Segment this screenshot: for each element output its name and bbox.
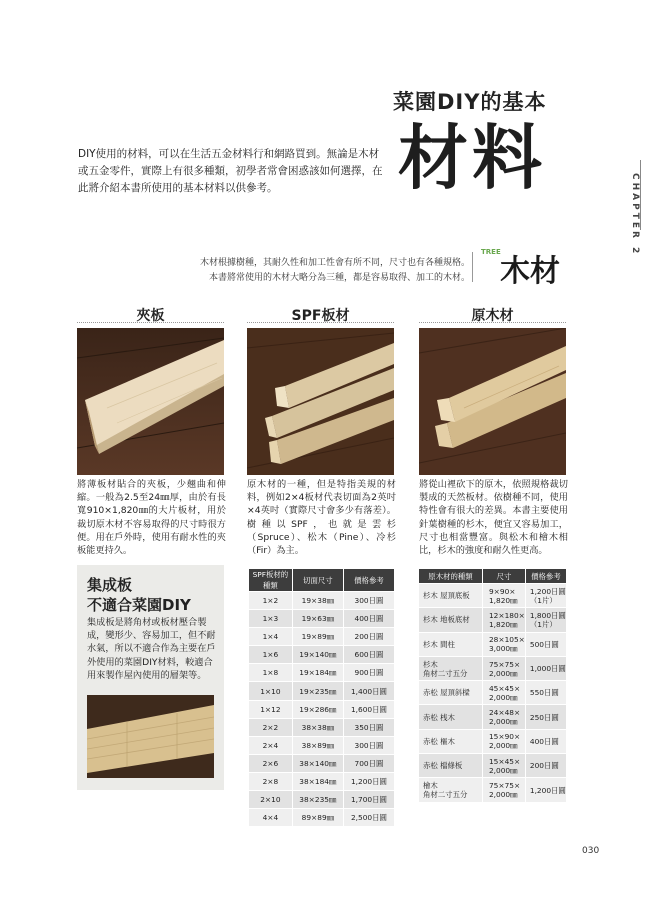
- spf-description: 原木材的一種，但是特指美規的材料，例如2×4板材代表切面為2英吋×4英吋（實際尺寸會多少有落差）。樹種以SPF，也就是雲杉（Spruce）、松木（Pine）、冷杉（Fir）為主。: [247, 479, 396, 557]
- spf-price-cell: 2,500日圓: [343, 809, 394, 827]
- lumber-type-cell: 赤松 樞木: [419, 729, 483, 753]
- lumber-photo: [419, 328, 566, 475]
- spf-price-cell: 600日圓: [343, 646, 394, 664]
- lumber-price-cell: 1,800日圓 （1片）: [525, 608, 566, 632]
- spf-table-header-price: 價格參考: [343, 569, 394, 592]
- spf-size-cell: 19×184㎜: [292, 664, 343, 682]
- spf-size-cell: 19×235㎜: [292, 682, 343, 700]
- tree-tag: TREE: [481, 248, 501, 256]
- spf-size-cell: 38×89㎜: [292, 736, 343, 754]
- lumber-size-cell: 75×75× 2,000㎜: [482, 778, 525, 802]
- spf-price-cell: 700日圓: [343, 754, 394, 772]
- spf-type-cell: 2×6: [249, 754, 293, 772]
- plywood-heading-rule: [77, 322, 224, 323]
- intro-paragraph: DIY使用的材料，可以在生活五金材料行和網路買到。無論是木材或五金零件，實際上有很多種類，初學者常會困惑該如何選擇，在此將介紹本書所使用的基本材料以供參考。: [78, 148, 383, 194]
- spf-size-cell: 19×38㎜: [292, 592, 343, 610]
- table-row: [249, 772, 395, 790]
- glulam-note-title-line-2: 不適合菜園DIY: [87, 596, 191, 614]
- spf-price-cell: 1,200日圓: [343, 772, 394, 790]
- wood-intro-line-1: 木材根據樹種，其耐久性和加工性會有所不同，尺寸也有各種規格。: [199, 258, 470, 268]
- spf-price-cell: 900日圓: [343, 664, 394, 682]
- lumber-type-cell: 杉木 地板底材: [419, 608, 483, 632]
- table-row: [419, 754, 567, 778]
- wood-intro-line-2: 本書將常使用的木材大略分為三種，都是容易取得、加工的木材。: [208, 273, 470, 283]
- spf-price-cell: 200日圓: [343, 628, 394, 646]
- spf-heading: SPF板材: [291, 308, 350, 324]
- table-row: [419, 632, 567, 656]
- lumber-size-cell: 45×45× 2,000㎜: [482, 681, 525, 705]
- lumber-price-cell: 1,200日圓 （1片）: [525, 584, 566, 608]
- lumber-price-cell: 400日圓: [525, 729, 566, 753]
- lumber-table-header-size: 尺寸: [482, 569, 525, 584]
- spf-type-cell: 1×4: [249, 628, 293, 646]
- spf-table-header: [249, 569, 395, 592]
- plywood-heading: 夾板: [136, 308, 165, 324]
- chapter-divider: [640, 160, 641, 230]
- spf-price-cell: 1,600日圓: [343, 700, 394, 718]
- spf-photo: [247, 328, 394, 475]
- table-row: [249, 682, 395, 700]
- table-row: [249, 718, 395, 736]
- lumber-size-cell: 12×180× 1,820㎜: [482, 608, 525, 632]
- lumber-size-cell: 9×90× 1,820㎜: [482, 584, 525, 608]
- lumber-size-cell: 15×45× 2,000㎜: [482, 754, 525, 778]
- spf-type-cell: 2×2: [249, 718, 293, 736]
- table-row: [249, 610, 395, 628]
- glulam-note-title-line-1: 集成板: [87, 576, 133, 594]
- lumber-heading-rule: [419, 322, 566, 323]
- table-row: [249, 646, 395, 664]
- spf-table-header-type: SPF板材的種類: [249, 569, 293, 592]
- lumber-size-cell: 75×75× 2,000㎜: [482, 656, 525, 680]
- spf-price-cell: 1,400日圓: [343, 682, 394, 700]
- lumber-size-cell: 24×48× 2,000㎜: [482, 705, 525, 729]
- spf-type-cell: 4×4: [249, 809, 293, 827]
- lumber-price-cell: 250日圓: [525, 705, 566, 729]
- lumber-price-cell: 1,200日圓: [525, 778, 566, 802]
- lumber-description: 將從山裡砍下的原木，依照規格裁切製成的天然板材。依樹種不同，使用特性會有很大的差異。本書主要使用針葉樹種的杉木，便宜又容易加工，尺寸也相當豐富。與松木和檜木相比，杉木的強度和耐久性更高。: [419, 479, 568, 557]
- spf-size-cell: 38×140㎜: [292, 754, 343, 772]
- spf-price-cell: 350日圓: [343, 718, 394, 736]
- spf-heading-rule: [247, 322, 394, 323]
- lumber-price-cell: 550日圓: [525, 681, 566, 705]
- spf-price-cell: 400日圓: [343, 610, 394, 628]
- lumber-price-cell: 1,000日圓: [525, 656, 566, 680]
- table-row: [419, 656, 567, 680]
- lumber-size-cell: 15×90× 2,000㎜: [482, 729, 525, 753]
- spf-price-table: [248, 568, 395, 827]
- spf-type-cell: 2×8: [249, 772, 293, 790]
- lumber-price-cell: 500日圓: [525, 632, 566, 656]
- spf-type-cell: 2×10: [249, 791, 293, 809]
- lumber-type-cell: 赤松 屋頂斜樑: [419, 681, 483, 705]
- lumber-type-cell: 赤松 桟木: [419, 705, 483, 729]
- lumber-price-cell: 200日圓: [525, 754, 566, 778]
- table-row: [249, 664, 395, 682]
- lumber-price-table: [418, 568, 567, 803]
- table-row: [419, 681, 567, 705]
- spf-size-cell: 38×184㎜: [292, 772, 343, 790]
- table-row: [249, 754, 395, 772]
- wood-title: 木材: [500, 254, 560, 289]
- spf-size-cell: 89×89㎜: [292, 809, 343, 827]
- spf-size-cell: 38×38㎜: [292, 718, 343, 736]
- plywood-photo: [77, 328, 224, 475]
- spf-size-cell: 19×63㎜: [292, 610, 343, 628]
- lumber-size-cell: 28×105× 3,000㎜: [482, 632, 525, 656]
- spf-type-cell: 1×6: [249, 646, 293, 664]
- header-subtitle: 菜園DIY的基本: [393, 90, 547, 114]
- table-row: [249, 736, 395, 754]
- spf-size-cell: 19×286㎜: [292, 700, 343, 718]
- spf-size-cell: 19×140㎜: [292, 646, 343, 664]
- table-row: [419, 729, 567, 753]
- table-row: [249, 809, 395, 827]
- table-row: [419, 584, 567, 608]
- header-title: 材料: [398, 117, 546, 199]
- glulam-photo: [87, 695, 214, 778]
- lumber-table-header: [419, 569, 567, 584]
- lumber-type-cell: 杉木 屋頂底板: [419, 584, 483, 608]
- spf-size-cell: 38×235㎜: [292, 791, 343, 809]
- table-row: [249, 700, 395, 718]
- table-row: [419, 608, 567, 632]
- page-number: 030: [582, 846, 600, 856]
- lumber-type-cell: 赤松 檔條板: [419, 754, 483, 778]
- spf-type-cell: 1×10: [249, 682, 293, 700]
- wood-intro: [170, 256, 470, 286]
- spf-type-cell: 1×12: [249, 700, 293, 718]
- spf-type-cell: 1×3: [249, 610, 293, 628]
- chapter-label: CHAPTER 2: [630, 173, 640, 257]
- plywood-description: 將薄板材貼合的夾板，少翹曲和伸縮。一般為2.5至24㎜厚，由於有長寬910×1,820㎜的大片板材，用於裁切原木材不容易取得的尺寸時很方便。用在戶外時，使用有耐水性的夾板能更持久。: [77, 479, 226, 557]
- table-row: [419, 778, 567, 802]
- lumber-type-cell: 檜木 角材二寸五分: [419, 778, 483, 802]
- spf-price-cell: 300日圓: [343, 736, 394, 754]
- table-row: [249, 791, 395, 809]
- table-row: [249, 592, 395, 610]
- spf-type-cell: 2×4: [249, 736, 293, 754]
- spf-price-cell: 1,700日圓: [343, 791, 394, 809]
- spf-size-cell: 19×89㎜: [292, 628, 343, 646]
- lumber-type-cell: 杉木 角材二寸五分: [419, 656, 483, 680]
- lumber-table-header-price: 價格參考: [525, 569, 566, 584]
- table-row: [419, 705, 567, 729]
- glulam-note-text: 集成板是將角材或板材壓合製成，變形少、容易加工，但不耐水氣，所以不適合作為主要在戶外使用的菜園DIY材料，較適合用來製作屋內使用的層架等。: [87, 617, 216, 681]
- wood-divider: [472, 252, 473, 282]
- table-row: [249, 628, 395, 646]
- lumber-table-header-type: 原木材的種類: [419, 569, 483, 584]
- spf-type-cell: 1×8: [249, 664, 293, 682]
- lumber-type-cell: 杉木 間柱: [419, 632, 483, 656]
- spf-table-header-size: 切面尺寸: [292, 569, 343, 592]
- spf-type-cell: 1×2: [249, 592, 293, 610]
- lumber-heading: 原木材: [471, 308, 514, 324]
- spf-price-cell: 300日圓: [343, 592, 394, 610]
- glulam-note-title: [87, 575, 191, 615]
